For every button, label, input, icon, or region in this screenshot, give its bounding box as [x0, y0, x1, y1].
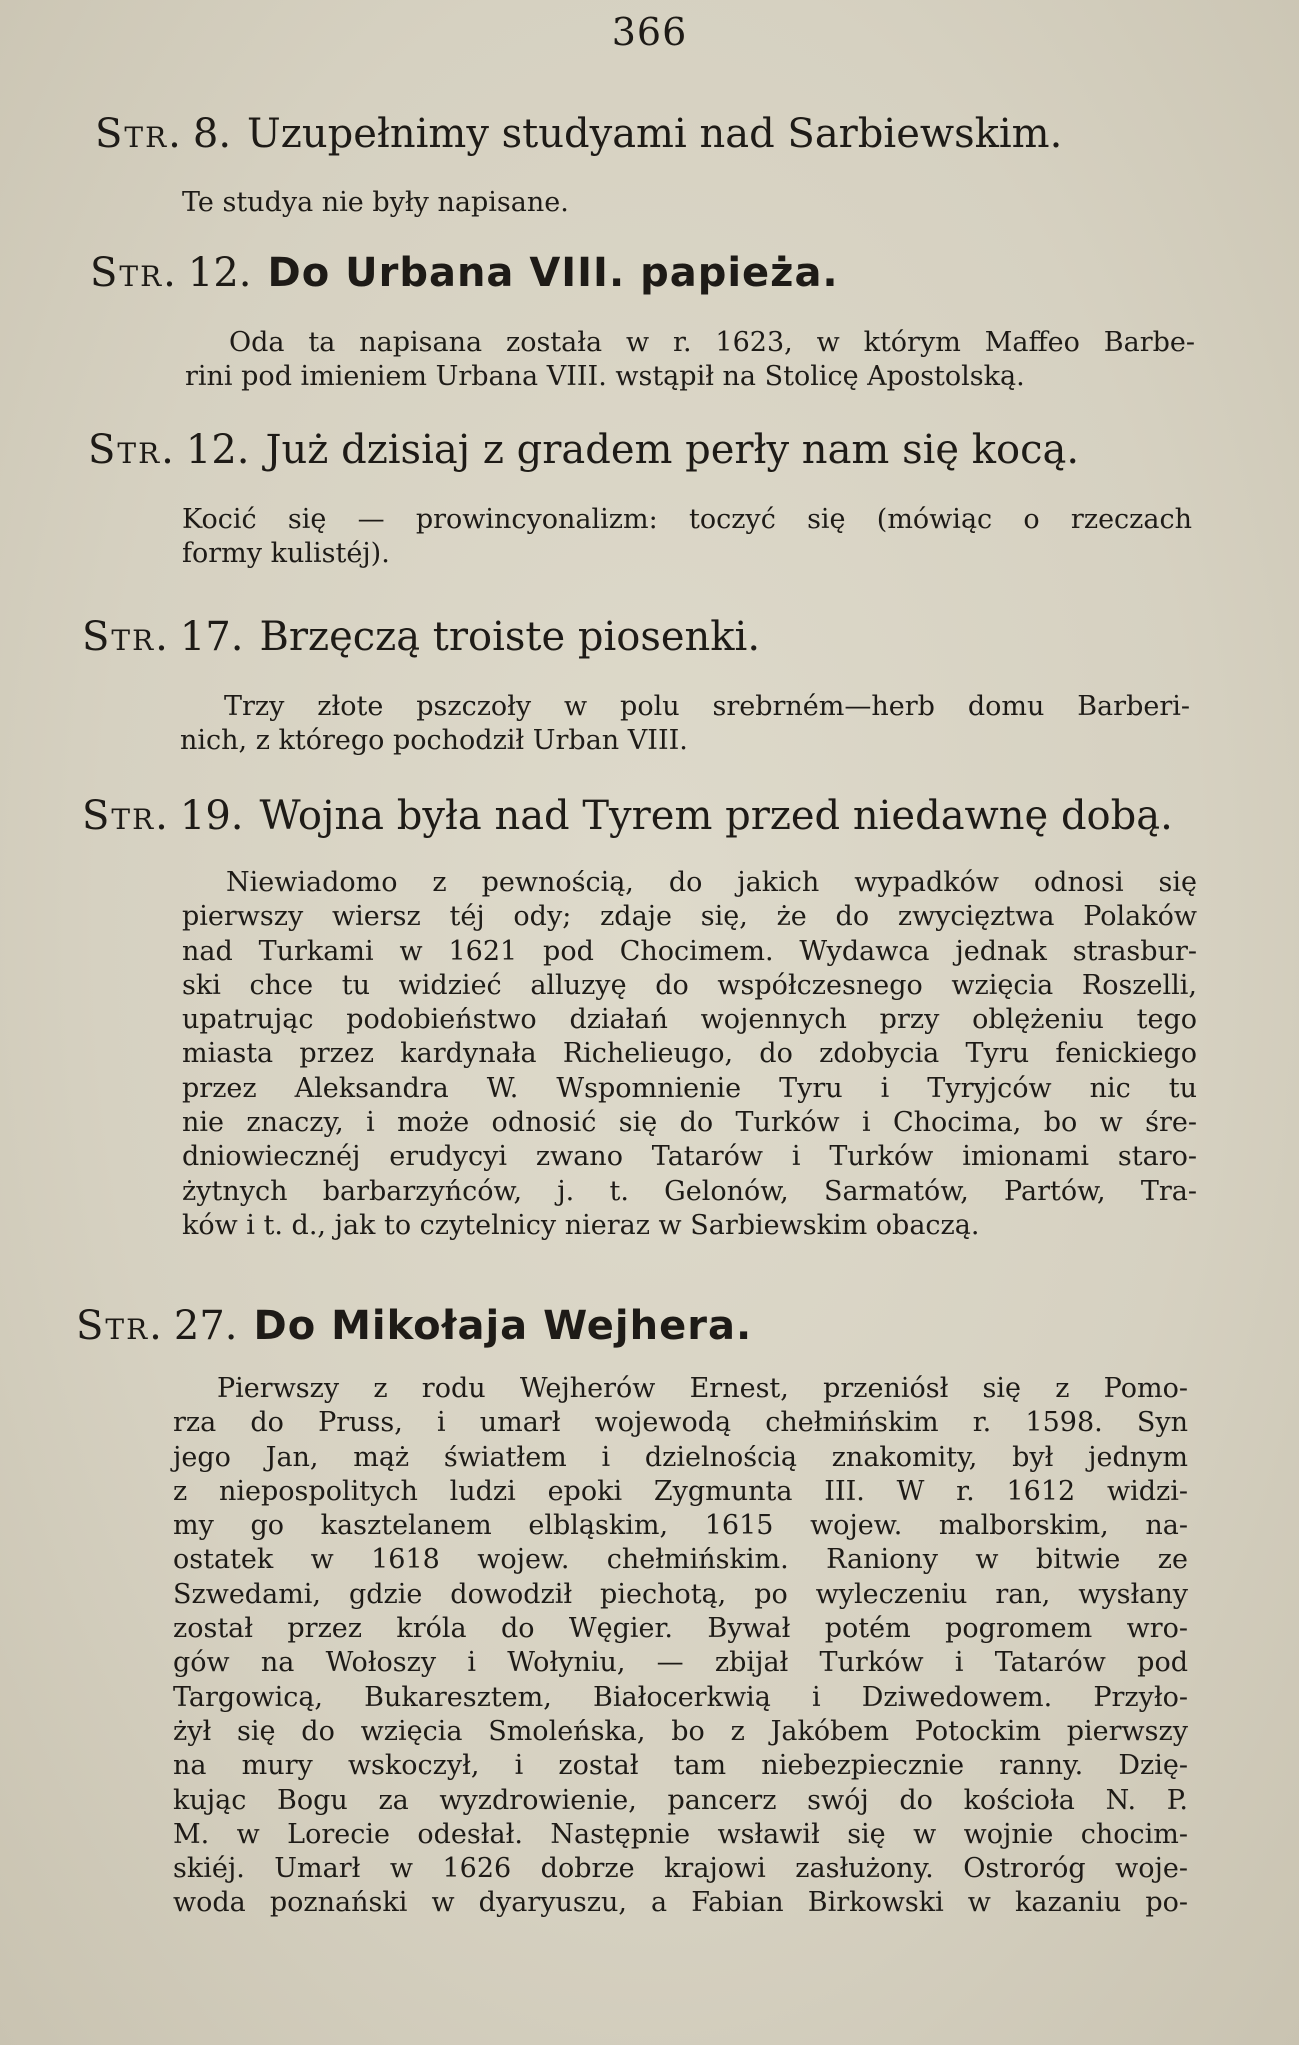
note-line: formy kulistéj). — [182, 538, 390, 570]
note-line: ski chce tu widzieć alluzyę do współczesnego wzięcia Roszelli, — [182, 969, 1197, 1001]
entry-heading — [95, 110, 1062, 158]
note-line: na mury wskoczył, i został tam niebezpiecznie ranny. Dzię- — [173, 1750, 1188, 1782]
note-line: ków i t. d., jak to czytelnicy nieraz w Sarbiewskim obaczą. — [182, 1209, 980, 1241]
entry-note — [173, 1372, 1188, 1921]
note-line: Oda ta napisana została w r. 1623, w którym Maffeo Barbe- — [229, 327, 1195, 358]
note-line: żył się do wzięcia Smoleńska, bo z Jakóbem Potockim pierwszy — [173, 1715, 1188, 1747]
entry-heading — [82, 792, 1173, 840]
entry-note — [185, 326, 1195, 395]
note-line: nich, z którego pochodził Urban VIII. — [180, 725, 688, 757]
note-line: Kocić się — prowincyonalizm: toczyć się (mówiąc o rzeczach — [182, 504, 1192, 535]
entry-label: Str. — [95, 111, 183, 157]
note-line: kując Bogu za wyzdrowienie, pancerz swój do kościoła N. P. — [173, 1784, 1188, 1816]
entry-title: Już dzisiaj z gradem perły nam się kocą. — [265, 427, 1080, 473]
note-line: woda poznański w dyaryuszu, a Fabian Birkowski w kazaniu po- — [173, 1887, 1188, 1919]
entry-title: Wojna była nad Tyrem przed niedawnę dobą. — [259, 793, 1173, 839]
note-line: Targowicą, Bukaresztem, Białocerkwią i Dziwedowem. Przyło- — [173, 1681, 1188, 1713]
note-line: upatrując podobieństwo działań wojennych przy oblężeniu tego — [182, 1004, 1197, 1036]
entry-page-number: 12. — [187, 250, 252, 296]
entry-title: Brzęczą troiste piosenki. — [259, 614, 761, 660]
entry-label: Str. — [76, 1303, 164, 1349]
note-line: M. w Lorecie odesłał. Następnie wsławił się w wojnie chocim- — [173, 1818, 1188, 1850]
entry-title: Uzupełnimy studyami nad Sarbiewskim. — [247, 111, 1063, 157]
note-line: rza do Pruss, i umarł wojewodą chełmińskim r. 1598. Syn — [173, 1407, 1188, 1439]
entry-page-number: 27. — [173, 1303, 238, 1349]
entry-heading — [76, 1302, 752, 1350]
entry-note — [182, 866, 1197, 1243]
note-line: gów na Wołoszy i Wołyniu, — zbijał Turków i Tatarów pod — [173, 1647, 1188, 1679]
entry-label: Str. — [90, 250, 178, 296]
note-line: został przez króla do Węgier. Bywał potém pogromem wro- — [173, 1613, 1188, 1645]
entry-page-number: 12. — [185, 427, 250, 473]
note-line: pierwszy wiersz téj ody; zdaje się, że do zwycięztwa Polaków — [182, 901, 1197, 933]
entry-note — [180, 690, 1190, 759]
note-line: Szwedami, gdzie dowodził piechotą, po wyleczeniu ran, wysłany — [173, 1578, 1188, 1610]
entry-heading — [82, 613, 760, 661]
entry-heading — [88, 426, 1079, 474]
note-line: żytnych barbarzyńców, j. t. Gelonów, Sarmatów, Partów, Tra- — [182, 1175, 1197, 1207]
page-number: 366 — [611, 10, 688, 54]
entry-page-number: 19. — [179, 793, 244, 839]
note-line: rini pod imieniem Urbana VIII. wstąpił na Stolicę Apostolską. — [185, 361, 1025, 393]
note-line: dniowiecznéj erudycyi zwano Tatarów i Turków imionami staro- — [182, 1141, 1197, 1173]
entry-heading — [90, 249, 839, 297]
note-line: nie znaczy, i może odnosić się do Turków i Chocima, bo w śre- — [182, 1107, 1197, 1139]
entry-label: Str. — [82, 793, 170, 839]
note-line: miasta przez kardynała Richelieugo, do zdobycia Tyru fenickiego — [182, 1038, 1197, 1070]
entry-page-number: 8. — [192, 111, 232, 157]
note-line: przez Aleksandra W. Wspomnienie Tyru i Tyryjców nic tu — [182, 1072, 1197, 1104]
entry-label: Str. — [82, 614, 170, 660]
note-line: z niepospolitych ludzi epoki Zygmunta III. W r. 1612 widzi- — [173, 1475, 1188, 1507]
note-line: Pierwszy z rodu Wejherów Ernest, przeniósł się z Pomo- — [217, 1373, 1188, 1404]
note-line: nad Turkami w 1621 pod Chocimem. Wydawca jednak strasbur- — [182, 935, 1197, 967]
entry-title: Do Urbana VIII. papieża. — [267, 250, 839, 296]
note-line: skiéj. Umarł w 1626 dobrze krajowi zasłużony. Ostroróg woje- — [173, 1853, 1188, 1885]
entry-note — [182, 186, 1082, 220]
note-line: my go kasztelanem elbląskim, 1615 wojew. malborskim, na- — [173, 1510, 1188, 1542]
note-line: jego Jan, mąż światłem i dzielnością znakomity, był jednym — [173, 1441, 1188, 1473]
entry-title: Do Mikołaja Wejhera. — [253, 1303, 753, 1349]
entry-page-number: 17. — [179, 614, 244, 660]
note-line: Te studya nie były napisane. — [182, 187, 569, 218]
note-line: Trzy złote pszczoły w polu srebrném—herb domu Barberi- — [224, 691, 1190, 722]
entry-label: Str. — [88, 427, 176, 473]
note-line: ostatek w 1618 wojew. chełmińskim. Raniony w bitwie ze — [173, 1544, 1188, 1576]
entry-note — [182, 503, 1192, 572]
note-line: Niewiadomo z pewnością, do jakich wypadków odnosi się — [226, 867, 1197, 898]
